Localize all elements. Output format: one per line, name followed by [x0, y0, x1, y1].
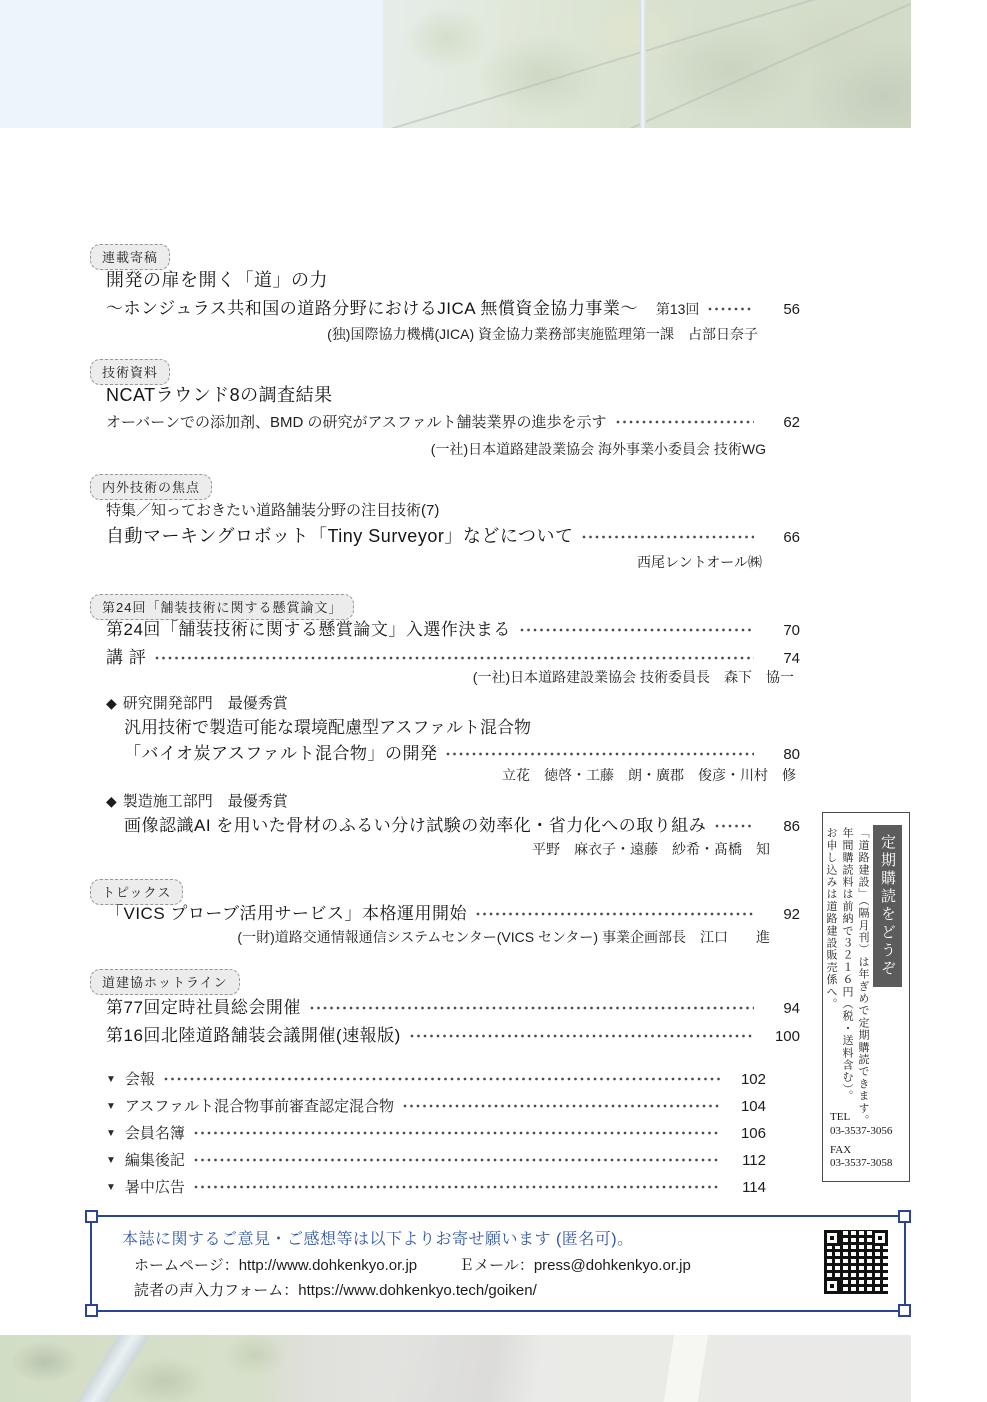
corner-ornament: [898, 1304, 911, 1317]
dotted-leader: [402, 1101, 720, 1109]
subscription-box: [822, 812, 910, 1182]
article-title: 汎用技術で製造可能な環境配慮型アスファルト混合物: [124, 718, 531, 737]
dotted-leader: [615, 417, 754, 425]
author-line: 立花 徳啓・工藤 朗・廣郡 俊彦・川村 修: [502, 767, 796, 783]
toc-row: [106, 1021, 800, 1046]
triangle-bullet-icon: ▼: [106, 1074, 116, 1085]
toc-row: [106, 411, 800, 432]
dotted-leader: [581, 532, 754, 540]
page-number: 112: [742, 1152, 766, 1169]
dotted-leader: [707, 304, 754, 312]
page-number: 80: [783, 746, 800, 763]
page-number: 106: [740, 1125, 766, 1142]
subscription-text: 「道路建設」（隔月刊）は年ぎめで定期購読できます。: [857, 827, 869, 1127]
feedback-heading: 本誌に関するご意見・ご感想等は以下よりお寄せ願います (匿名可)。: [122, 1231, 634, 1248]
triangle-bullet-icon: ▼: [106, 1182, 116, 1193]
article-title: 第77回定時社員総会開催: [106, 998, 301, 1017]
dotted-leader: [193, 1182, 720, 1190]
page-number: 94: [783, 1000, 800, 1017]
email-label: Ｅメール：: [459, 1257, 534, 1274]
corner-ornament: [85, 1210, 98, 1223]
article-subtitle: ～ホンジュラス共和国の道路分野におけるJICA 無償資金協力事業～: [106, 299, 638, 318]
article-title: 開発の扉を開く「道」の力: [106, 270, 328, 290]
dotted-leader: [193, 1155, 720, 1163]
photo-fade-overlay: [0, 1335, 911, 1402]
article-title: 自動マーキングロボット「Tiny Surveyor」などについて: [106, 526, 574, 546]
author-line: (独)国際協力機構(JICA) 資金協力業務部実施監理第一課 占部日奈子: [327, 326, 758, 342]
toc-row: [106, 1095, 766, 1116]
list-item-title: 暑中広告: [124, 1179, 185, 1196]
toc-row: [106, 522, 800, 548]
page-number: 100: [774, 1028, 800, 1045]
qr-finder-pattern: [872, 1230, 888, 1246]
article-title: 第24回「舗装技術に関する懸賞論文」入選作決まる: [106, 620, 511, 639]
homepage-label: ホームページ：: [134, 1257, 239, 1274]
toc-row: [106, 1149, 766, 1170]
section-label-focus: 内外技術の焦点: [90, 474, 212, 500]
fax-number: 03-3537-3058: [830, 1157, 893, 1170]
dotted-leader: [445, 749, 754, 757]
article-title: 「バイオ炭アスファルト混合物」の開発: [124, 744, 438, 763]
toc-row: [106, 643, 800, 668]
toc-row: [106, 1176, 766, 1197]
tel-label: TEL: [830, 1111, 851, 1123]
page-number: 92: [783, 906, 800, 923]
qr-code: [824, 1230, 888, 1294]
page-number: 86: [783, 818, 800, 835]
triangle-bullet-icon: ▼: [106, 1155, 116, 1166]
dotted-leader: [163, 1074, 720, 1082]
page-number: 74: [783, 650, 800, 667]
article-title: 「VICS プローブ活用サービス」本格運用開始: [106, 904, 468, 923]
article-title: 画像認識AI を用いた骨材のふるい分け試験の効率化・省力化への取り組み: [124, 816, 707, 835]
toc-row: [124, 811, 800, 836]
author-line: (一社)日本道路建設業協会 技術委員長 森下 協一: [472, 669, 794, 685]
diamond-icon: ◆: [106, 793, 117, 809]
dotted-leader: [714, 821, 754, 829]
form-url: https://www.dohkenkyo.tech/goiken/: [298, 1282, 537, 1299]
dotted-leader: [309, 1003, 754, 1011]
section-label-hotline: 道建協ホットライン: [90, 969, 240, 995]
award-heading: [106, 790, 288, 811]
author-line: 平野 麻衣子・遠藤 紗希・髙橋 知: [532, 841, 770, 857]
footer-photo-road: [0, 1335, 911, 1402]
article-title: NCATラウンド8の調査結果: [106, 385, 333, 405]
toc-row: [106, 615, 800, 640]
fax-label: FAX: [830, 1143, 852, 1156]
dotted-leader: [193, 1128, 720, 1136]
subscription-header: 定期購読をどうぞ: [873, 825, 902, 987]
feedback-form-line: [134, 1279, 537, 1300]
series-line: 特集／知っておきたい道路舗装分野の注目技術(7): [106, 502, 440, 519]
homepage-url: http://www.dohkenkyo.or.jp: [238, 1257, 418, 1274]
toc-row: [106, 294, 800, 319]
dotted-leader: [475, 909, 754, 917]
page-number: 70: [783, 622, 800, 639]
article-subtitle: オーバーンでの添加剤、BMD の研究がアスファルト舗装業界の進歩を示す: [106, 414, 607, 431]
diamond-icon: ◆: [106, 695, 117, 711]
tel-number: 03-3537-3056: [830, 1124, 893, 1137]
section-label-technical: 技術資料: [90, 359, 170, 385]
subscription-contact: [830, 1111, 892, 1171]
email-address: press@dohkenkyo.or.jp: [533, 1257, 691, 1274]
qr-finder-pattern: [824, 1278, 840, 1294]
toc-row: [106, 1122, 766, 1143]
page-number: 102: [740, 1071, 766, 1088]
page-number: 62: [783, 414, 800, 431]
toc-row: [124, 739, 800, 764]
qr-finder-pattern: [824, 1230, 840, 1246]
author-line: (一社)日本道路建設業協会 海外事業小委員会 技術WG: [430, 441, 766, 457]
corner-ornament: [85, 1304, 98, 1317]
page-number: 56: [783, 301, 800, 318]
toc-row: [106, 993, 800, 1018]
header-photo-trees-sky: [0, 0, 911, 128]
article-title: 第16回北陸道路舗装会議開催(速報版): [106, 1026, 401, 1045]
page-number: 114: [742, 1179, 766, 1196]
page-number: 104: [740, 1098, 766, 1115]
form-label: 読者の声入力フォーム：: [134, 1282, 299, 1299]
feedback-box: [90, 1215, 906, 1312]
dotted-leader: [409, 1031, 754, 1039]
dotted-leader: [519, 625, 754, 633]
feedback-links-line: [134, 1254, 691, 1275]
author-line: (一財)道路交通情報通信システムセンター(VICS センター) 事業企画部長 江口 進: [237, 929, 770, 945]
subscription-text: 年間購読料は前納で３２１６円（税・送料含む）。: [841, 827, 853, 1103]
award-title: 研究開発部門 最優秀賞: [122, 695, 288, 712]
installment-note: 第13回: [655, 301, 700, 317]
triangle-bullet-icon: ▼: [106, 1128, 116, 1139]
award-title: 製造施工部門 最優秀賞: [122, 793, 288, 810]
list-item-title: アスファルト混合物事前審査認定混合物: [124, 1098, 395, 1115]
list-item-title: 編集後記: [124, 1152, 185, 1169]
section-label-serial: 連載寄稿: [90, 244, 170, 270]
triangle-bullet-icon: ▼: [106, 1101, 116, 1112]
list-item-title: 会員名簿: [124, 1125, 185, 1142]
award-heading: [106, 692, 288, 713]
subscription-text: お申し込みは道路建設販売係へ。: [825, 827, 837, 1010]
article-title: 講 評: [106, 648, 147, 667]
list-item-title: 会報: [124, 1071, 155, 1088]
section-label-prize: 第24回「舗装技術に関する懸賞論文」: [90, 594, 354, 620]
toc-row: [106, 1068, 766, 1089]
photo-fade-overlay: [0, 0, 911, 128]
dotted-leader: [154, 653, 754, 661]
section-label-topics: トピックス: [90, 879, 183, 905]
page-number: 66: [783, 529, 800, 546]
toc-row: [106, 899, 800, 924]
corner-ornament: [898, 1210, 911, 1223]
author-line: 西尾レントオール㈱: [637, 554, 762, 570]
